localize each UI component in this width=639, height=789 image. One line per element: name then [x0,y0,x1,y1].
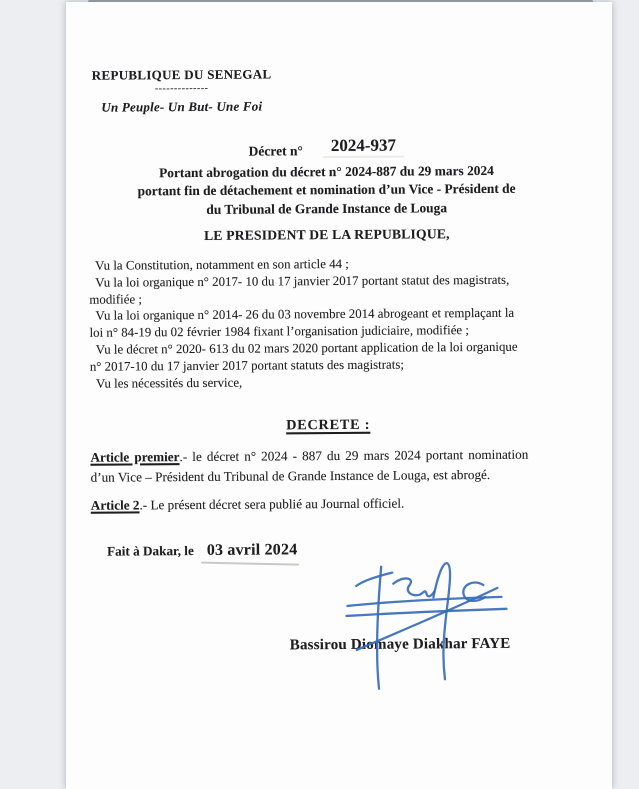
decree-title-block [64,135,589,245]
article-2-text: .- Le présent décret sera publié au Journal officiel. [139,495,405,513]
authority-heading: LE PRESIDENT DE LA REPUBLIQUE, [204,226,450,243]
national-motto: Un Peuple- Un But- Une Foi [101,98,263,115]
signature-ink [329,550,512,696]
article-premier-text: .- le décret n° 2024 - 887 du 29 mars 2024 portant nomination [179,446,529,465]
decree-heading-text: DECRETE : [286,416,371,434]
place-date-line [107,541,297,560]
decree-heading [66,415,590,436]
visa-line: Vu la Constitution, notamment en son article 44 ; [95,256,349,273]
article-premier-line-1 [90,445,528,468]
document-content [63,0,614,789]
decree-subject-line-1: Portant abrogation du décret n° 2024-887 du 29 mars 2024 [158,162,494,181]
visas-block [89,254,560,392]
visa-line: loi n° 84-19 du 02 février 1984 fixant l’organisation judiciaire, modifiée ; [89,323,469,340]
signatory-name: Bassirou Diomaye Diakhar FAYE [289,635,511,654]
letterhead-separator: -------------- [154,82,209,95]
decree-label: Décret n° [248,143,303,159]
visa-line: n° 2017-10 du 17 janvier 2017 portant statuts des magistrats; [89,357,404,374]
article-2-label: Article 2 [90,497,140,513]
place-date-label: Fait à Dakar, le [107,543,194,559]
visa-line: Vu le décret n° 2020- 613 du 02 mars 2020 portant application de la loi organique [95,339,518,357]
visa-line: Vu la loi organique n° 2017- 10 du 17 janvier 2017 portant statut des magistrats, [95,272,510,290]
decree-number-line [64,135,588,162]
article-premier [90,445,528,487]
article-premier-label: Article premier [90,449,180,465]
date-underline [201,562,299,566]
decree-number: 2024-937 [323,136,404,159]
decree-date: 03 avril 2024 [206,541,298,559]
visa-line: modifiée ; [89,291,142,307]
document-page [66,2,612,789]
article-2 [91,494,405,516]
visa-line: Vu les nécessités du service, [95,375,243,391]
decree-subject-line-3: du Tribunal de Grande Instance de Louga [206,199,448,217]
article-premier-line-2: d’un Vice – Président du Tribunal de Grande Instance de Louga, est abrogé. [90,466,491,485]
decree-subject-line-2: portant fin de détachement et nomination d’un Vice - Président de [137,181,516,199]
letterhead [92,66,272,115]
country-name: REPUBLIQUE DU SENEGAL [91,66,272,83]
visa-line: Vu la loi organique n° 2014- 26 du 03 novembre 2014 abrogeant et remplaçant la [95,306,515,324]
